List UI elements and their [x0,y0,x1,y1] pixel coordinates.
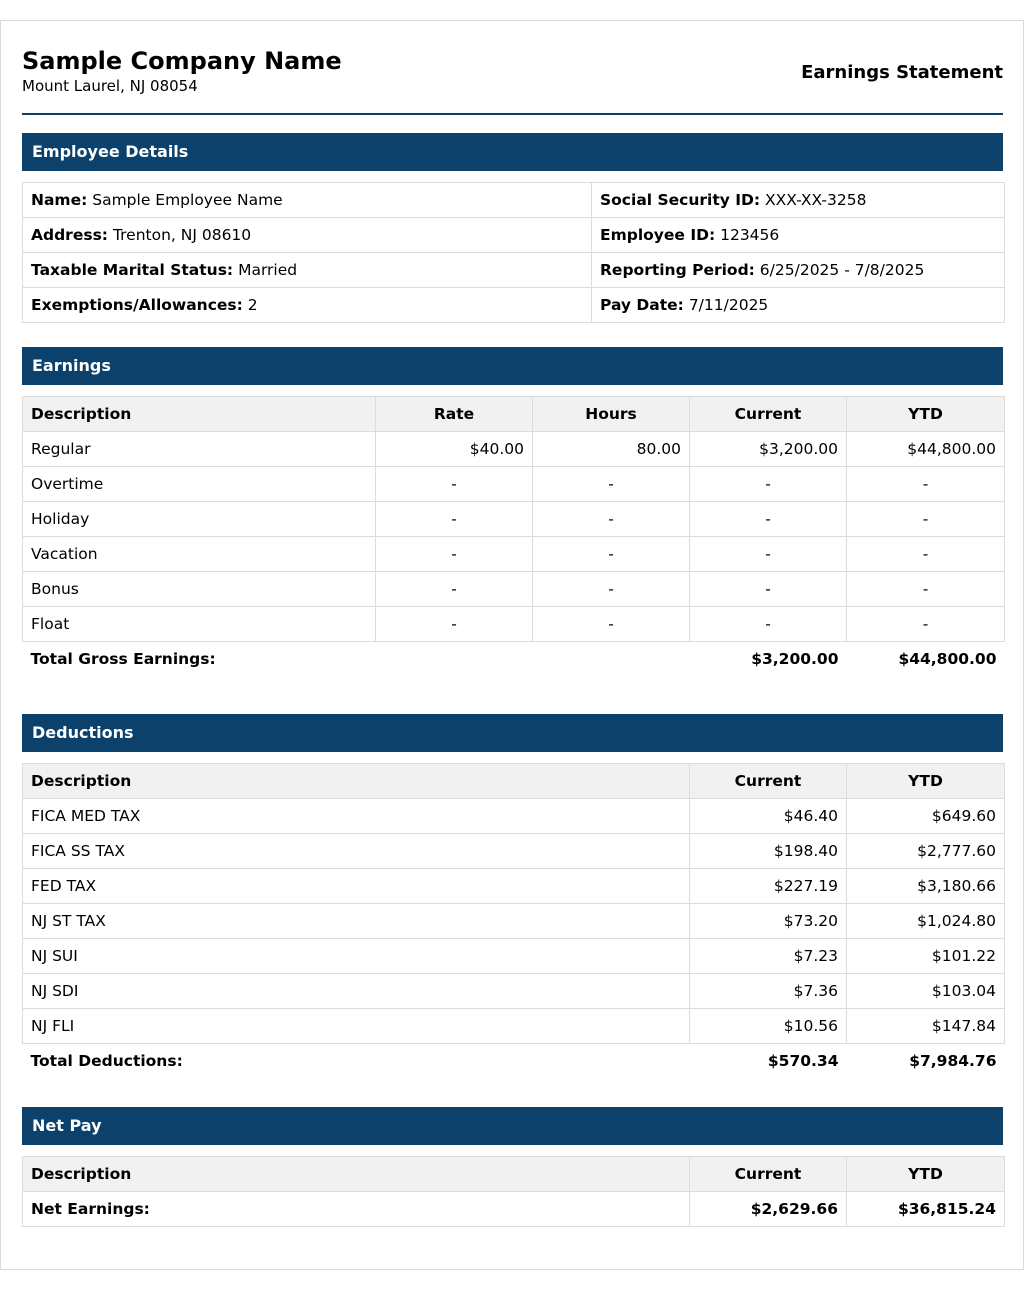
pay-date-cell [592,288,1005,323]
table-row [23,467,1005,502]
earning-hours: - [533,607,690,642]
employee-name: Sample Employee Name [92,191,283,209]
pay-date: 7/11/2025 [688,296,769,314]
column-header: Rate [376,397,533,432]
earning-hours: 80.00 [533,432,690,467]
deduction-description: NJ ST TAX [23,904,690,939]
column-header: Current [690,764,847,799]
total-gross-ytd: $44,800.00 [898,650,997,669]
company-address: Mount Laurel, NJ 08054 [22,77,198,95]
deduction-current: $227.19 [690,869,847,904]
column-header: Description [23,397,376,432]
deduction-ytd: $103.04 [847,974,1005,1009]
statement-header [22,21,1003,115]
earning-hours: - [533,537,690,572]
total-gross-current: $3,200.00 [751,650,839,669]
earning-rate: $40.00 [376,432,533,467]
table-row [23,537,1005,572]
total-deductions-current: $570.34 [767,1052,839,1071]
deduction-ytd: $3,180.66 [847,869,1005,904]
deduction-description: NJ FLI [23,1009,690,1044]
column-header: YTD [847,764,1005,799]
table-row [23,904,1005,939]
field-label: Exemptions/Allowances: [31,296,243,314]
field-label: Address: [31,226,108,244]
total-deductions-row [23,1044,1005,1079]
document-title: Earnings Statement [801,62,1003,83]
column-header: YTD [847,397,1005,432]
table-row [23,939,1005,974]
total-deductions-label: Total Deductions: [30,1052,183,1071]
table-row [23,869,1005,904]
total-gross-earnings-row [23,642,1005,677]
field-label: Name: [31,191,88,209]
table-row [23,288,1005,323]
deductions-heading: Deductions [22,714,1003,752]
statement-page [0,20,1024,1270]
earning-rate: - [376,467,533,502]
column-header: Hours [533,397,690,432]
net-earnings-label: Net Earnings: [23,1192,690,1227]
field-label: Pay Date: [600,296,684,314]
table-row [23,572,1005,607]
column-header: Current [690,397,847,432]
earning-description: Holiday [23,502,376,537]
marital-status-cell [23,253,592,288]
reporting-period-cell [592,253,1005,288]
earning-ytd: - [847,502,1005,537]
earning-rate: - [376,502,533,537]
earning-ytd: $44,800.00 [847,432,1005,467]
total-gross-earnings-label: Total Gross Earnings: [30,650,216,669]
ssn-cell [592,183,1005,218]
table-row [23,253,1005,288]
deduction-description: FICA MED TAX [23,799,690,834]
net-pay-table [22,1156,1005,1227]
table-header-row [23,397,1005,432]
address-cell [23,218,592,253]
earning-hours: - [533,502,690,537]
net-earnings-row [23,1192,1005,1227]
earning-ytd: - [847,572,1005,607]
deduction-current: $7.23 [690,939,847,974]
reporting-period: 6/25/2025 - 7/8/2025 [759,261,925,279]
deduction-description: FICA SS TAX [23,834,690,869]
employee-id-cell [592,218,1005,253]
table-header-row [23,1157,1005,1192]
table-row [23,218,1005,253]
deduction-ytd: $101.22 [847,939,1005,974]
earning-current: - [690,607,847,642]
employee-details-table [22,182,1005,323]
deduction-ytd: $1,024.80 [847,904,1005,939]
column-header: YTD [847,1157,1005,1192]
net-earnings-ytd: $36,815.24 [847,1192,1005,1227]
company-name: Sample Company Name [22,47,342,75]
deduction-description: NJ SDI [23,974,690,1009]
total-deductions-ytd: $7,984.76 [909,1052,997,1071]
table-row [23,974,1005,1009]
earnings-heading: Earnings [22,347,1003,385]
deductions-table [22,763,1005,1079]
earning-description: Overtime [23,467,376,502]
employee-address: Trenton, NJ 08610 [112,226,252,244]
earning-ytd: - [847,467,1005,502]
column-header: Description [23,1157,690,1192]
earning-current: - [690,537,847,572]
earning-current: - [690,467,847,502]
earning-rate: - [376,572,533,607]
net-pay-heading: Net Pay [22,1107,1003,1145]
exemptions-cell [23,288,592,323]
field-label: Social Security ID: [600,191,761,209]
table-row [23,432,1005,467]
earning-description: Float [23,607,376,642]
deduction-current: $73.20 [690,904,847,939]
earning-rate: - [376,607,533,642]
table-row [23,799,1005,834]
field-label: Reporting Period: [600,261,755,279]
field-label: Taxable Marital Status: [31,261,234,279]
earning-current: - [690,502,847,537]
deduction-ytd: $147.84 [847,1009,1005,1044]
earning-description: Regular [23,432,376,467]
table-row [23,607,1005,642]
earning-hours: - [533,467,690,502]
earnings-table [22,396,1005,677]
deduction-description: NJ SUI [23,939,690,974]
table-header-row [23,764,1005,799]
earning-ytd: - [847,537,1005,572]
column-header: Description [23,764,690,799]
deduction-ytd: $2,777.60 [847,834,1005,869]
table-row [23,1009,1005,1044]
field-label: Employee ID: [600,226,716,244]
earning-ytd: - [847,607,1005,642]
deduction-current: $7.36 [690,974,847,1009]
table-row [23,834,1005,869]
earning-description: Bonus [23,572,376,607]
ssn-value: XXX-XX-3258 [765,191,867,209]
marital-status: Married [238,261,298,279]
deduction-ytd: $649.60 [847,799,1005,834]
deduction-current: $198.40 [690,834,847,869]
employee-details-heading: Employee Details [22,133,1003,171]
earning-current: - [690,572,847,607]
earning-hours: - [533,572,690,607]
employee-id: 123456 [720,226,780,244]
employee-name-cell [23,183,592,218]
deduction-description: FED TAX [23,869,690,904]
column-header: Current [690,1157,847,1192]
table-row [23,183,1005,218]
table-row [23,502,1005,537]
earning-description: Vacation [23,537,376,572]
net-earnings-current: $2,629.66 [690,1192,847,1227]
earning-current: $3,200.00 [690,432,847,467]
earning-rate: - [376,537,533,572]
deduction-current: $10.56 [690,1009,847,1044]
deduction-current: $46.40 [690,799,847,834]
exemptions-value: 2 [247,296,258,314]
